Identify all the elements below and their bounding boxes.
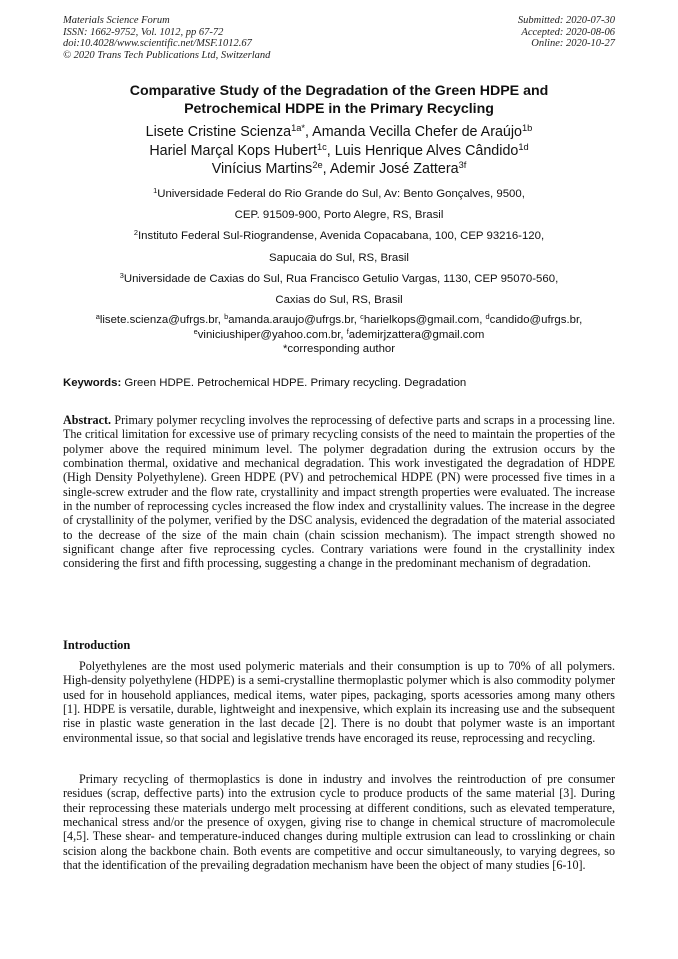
author-name: Hariel Marçal Kops Hubert	[149, 142, 317, 159]
email-line	[63, 328, 615, 343]
corresponding-author-note: *corresponding author	[282, 343, 396, 355]
abstract-text: Primary polymer recycling involves the reprocessing of defective parts and scraps in a processing line. The critical limitation for excessive use of primary recycling consists of the need to maintain the properties of the polymer above the required minimum level. The polymer degradation during the extrusion occurs by the combination thermal, oxidative and mechanical degradation. This work investigated the degradation of HDPE (High Density Polyethylene). Green HDPE (PV) and petrochemical HDPE (PN) were processed five times in a single-screw extruder and the flow rate, crystallinity and impact strength properties were evaluated. The increase in the number of reprocessing cycles increased the flow index and crystallinity values. The increase in the degree of crystallinity of the polymer, verified by the DSC analysis, evidenced the degradation of the material associated to the decrease of the size of the main chain (chain scission mechanism). The impact strength showed no significant change after five reprocessing cycles. Contrary variations were found in the crystallinity index considering the first and fifth processing, suggesting a change in the predominant mechanism of degradation.	[63, 413, 615, 571]
author-list	[63, 123, 615, 179]
author-line	[63, 160, 615, 179]
affiliation-superscript: 3	[119, 270, 124, 280]
author-superscript: 2e	[312, 159, 323, 170]
issn-line: ISSN: 1662-9752, Vol. 1012, pp 67-72	[63, 26, 224, 38]
accepted-date: Accepted: 2020-08-06	[521, 26, 615, 38]
affiliation-superscript: 2	[133, 228, 138, 238]
author-line	[63, 142, 615, 161]
affiliation-line	[63, 269, 615, 290]
title-line: Petrochemical HDPE in the Primary Recycling	[184, 101, 494, 117]
author-name: Amanda Vecilla Chefer de Araújo	[312, 124, 522, 140]
affiliation-line	[63, 184, 615, 205]
journal-info	[63, 15, 270, 61]
keywords-line	[63, 377, 466, 389]
author-separator: ,	[326, 142, 335, 159]
author-superscript: 1d	[518, 141, 529, 152]
author-separator: ,	[322, 161, 330, 177]
author-name: Lisete Cristine Scienza	[145, 124, 292, 140]
section-heading: Introduction	[63, 638, 131, 652]
email-superscript: e	[193, 326, 198, 336]
email-superscript: f	[346, 326, 349, 336]
author-line	[63, 123, 615, 142]
email-superscript: d	[485, 311, 490, 321]
body-paragraph: Polyethylenes are the most used polymeric materials and their consumption is up to 70% of all polymers. High-density polyethylene (HDPE) is a semi-crystalline thermoplastic polymer which is also commodity polymer used for in household appliances, medical items, water pipes, packaging, sports acessories among many others [1]. HDPE is versatile, durable, lightweight and inexpensive, which explain its increasing use and the subsequent rise in plastic waste generation in the last decade [2]. There is no doubt that polymer waste is an important environmental issue, so that social and legislative trends have encoraged its reuse, reprocessing and recycling.	[63, 659, 615, 745]
affiliation-superscript: 1	[153, 185, 158, 195]
online-date: Online: 2020-10-27	[531, 38, 615, 50]
email-address[interactable]: harielkops@gmail.com,	[363, 314, 486, 326]
email-address[interactable]: amanda.araujo@ufrgs.br,	[228, 314, 361, 326]
author-name: Luis Henrique Alves Cândido	[334, 142, 519, 159]
author-separator: ,	[305, 124, 313, 140]
author-superscript: 1b	[522, 122, 533, 133]
keywords-text: Green HDPE. Petrochemical HDPE. Primary recycling. Degradation	[121, 377, 467, 389]
doi-line[interactable]: doi:10.4028/www.scientific.net/MSF.1012.67	[63, 38, 252, 50]
submitted-date: Submitted: 2020-07-30	[517, 15, 615, 26]
affiliation-list	[63, 184, 615, 311]
email-superscript: b	[224, 311, 229, 321]
author-superscript: 1a*	[291, 122, 306, 133]
paper-title	[63, 82, 615, 118]
author-superscript: 3f	[458, 159, 467, 170]
email-address[interactable]: viniciushiper@yahoo.com.br,	[197, 328, 347, 341]
affiliation-text: Instituto Federal Sul-Riograndense, Avenida Copacabana, 100, CEP 93216-120,	[138, 230, 545, 243]
affiliation-line: CEP. 91509-900, Porto Alegre, RS, Brasil	[234, 209, 444, 222]
title-line: Comparative Study of the Degradation of the Green HDPE and	[129, 83, 549, 99]
affiliation-line: Caxias do Sul, RS, Brasil	[275, 294, 403, 307]
keywords-label: Keywords:	[63, 377, 122, 389]
abstract	[63, 413, 615, 571]
affiliation-text: Universidade de Caxias do Sul, Rua Francisco Getulio Vargas, 1130, CEP 95070-560,	[123, 272, 559, 285]
journal-name: Materials Science Forum	[63, 15, 170, 26]
affiliation-text: Universidade Federal do Rio Grande do Sul, Av: Bento Gonçalves, 9500,	[157, 188, 525, 200]
abstract-label: Abstract.	[63, 413, 112, 427]
author-name: Ademir José Zattera	[329, 161, 459, 177]
email-superscript: c	[360, 311, 364, 321]
publication-dates	[518, 15, 615, 50]
email-line	[63, 313, 615, 328]
copyright-line: © 2020 Trans Tech Publications Ltd, Switzerland	[63, 49, 271, 61]
author-name: Vinícius Martins	[211, 161, 313, 177]
email-superscript: a	[95, 311, 100, 321]
affiliation-line	[63, 226, 615, 247]
email-list	[63, 313, 615, 357]
affiliation-line: Sapucaia do Sul, RS, Brasil	[269, 251, 409, 264]
email-address[interactable]: candido@ufrgs.br,	[489, 314, 583, 326]
body-paragraph: Primary recycling of thermoplastics is done in industry and involves the reintroduction of pre consumer residues (scrap, deffective parts) into the extrusion cycle to produce products of the same material [3]. During their reprocessing these materials undergo melt processing at different conditions, such as elevated temperature, mechanical stress and/or the presence of oxygen, giving rise to change in chemical structure of macromolecule [4,5]. These shear- and temperature-induced changes during multiple extrusion can lead to crosslinking or chain scision along the backbone chain. Both events are competitive and occur simultaneously, to varying degrees, so that the identification of the prevailing degradation mechanism have been the object of many studies [6-10].	[63, 772, 615, 873]
email-address[interactable]: lisete.scienza@ufrgs.br,	[99, 314, 225, 326]
author-superscript: 1c	[316, 141, 327, 152]
email-address[interactable]: ademirjzattera@gmail.com	[348, 328, 485, 341]
